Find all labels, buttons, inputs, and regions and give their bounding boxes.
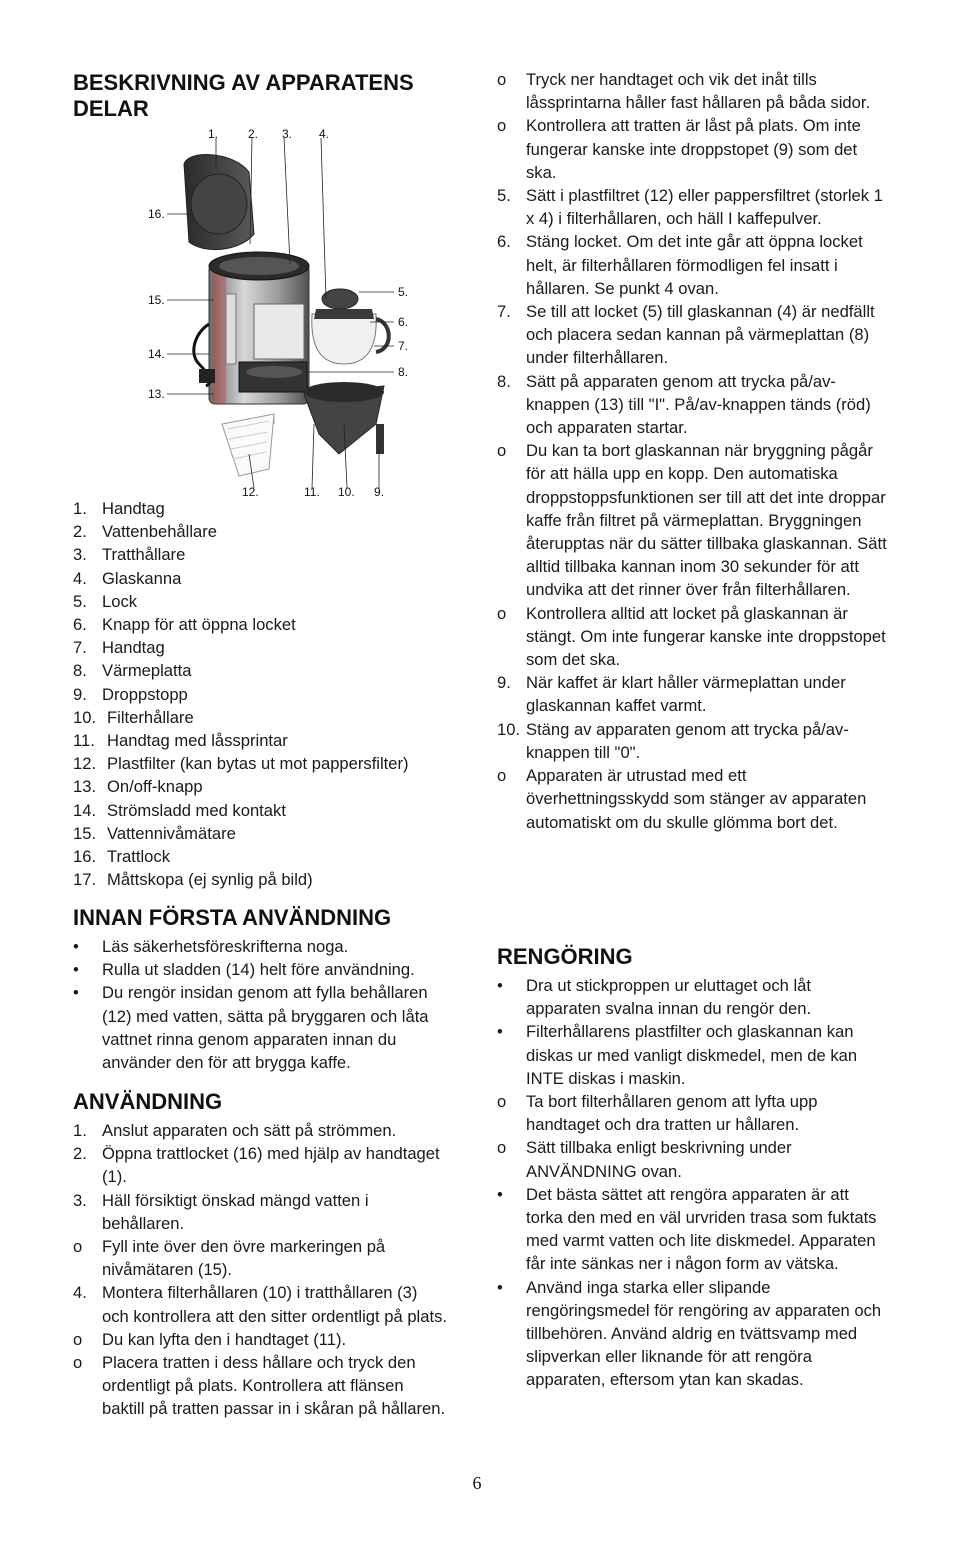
list-marker: 1. (73, 499, 87, 518)
list-marker: 17. (73, 870, 97, 890)
list-item-text: Vattennivåmätare (107, 823, 236, 843)
list-marker: 14. (73, 800, 97, 820)
list-item-text: Knapp för att öppna locket (102, 615, 296, 635)
list-item (73, 613, 468, 636)
list-item (73, 775, 468, 798)
list-item (497, 1136, 887, 1182)
list-item-text: Handtag (102, 638, 165, 658)
list-item (497, 1276, 887, 1392)
list-item (73, 752, 468, 775)
figure-label: 8. (398, 365, 409, 379)
list-marker: 12. (73, 754, 97, 774)
list-marker: • (497, 976, 503, 995)
list-marker: 1. (73, 1121, 87, 1140)
list-item-text: Filterhållarens plastfilter och glaskannan kan diskas ur med vanligt diskmedel, men de kan INTE diskas i maskin. (526, 1022, 858, 1088)
list-marker: 9. (73, 684, 87, 704)
list-marker: 16. (73, 847, 97, 867)
list-marker: 6. (73, 615, 87, 635)
list-marker: 11. (73, 731, 95, 751)
list-item-text: Strömsladd med kontakt (107, 800, 286, 820)
list-item (73, 1189, 448, 1235)
list-item (497, 300, 887, 370)
list-item (497, 370, 887, 440)
list-item-text: Glaskanna (102, 568, 182, 588)
list-item (73, 659, 468, 682)
list-item (73, 706, 468, 729)
figure-label: 10. (338, 485, 355, 499)
list-item-text: Sätt på apparaten genom att trycka på/av-knappen (13) till "I". På/av-knappen tänds (röd) och apparaten startar. (526, 371, 871, 438)
list-item (497, 439, 887, 601)
list-item (73, 543, 468, 566)
first-use-list (73, 935, 458, 1074)
list-item (73, 1142, 448, 1188)
list-item-text: Du kan ta bort glaskannan när bryggning pågår för att hälla upp en kopp. Den automatiska droppstoppsfunktionen ser till att det inte droppar kaffe från filtret på värmeplattan. Bryggningen återupptas när du sätter tillbaka glaskannan. Sätt alltid tillbaka kannan inom 30 sekunder för att undvika att det rinner över från filterhållaren. (526, 441, 887, 600)
list-item (73, 1328, 448, 1351)
list-item-text: Fyll inte över den övre markeringen på nivåmätaren (15). (102, 1237, 386, 1280)
list-marker: • (73, 983, 79, 1003)
list-item (73, 799, 468, 822)
figure-label: 13. (148, 387, 165, 401)
parts-list (73, 497, 468, 891)
list-item (497, 1020, 887, 1090)
cleaning-list (497, 974, 887, 1392)
figure-label: 12. (242, 485, 259, 499)
list-marker: 15. (73, 823, 97, 843)
list-item (73, 729, 468, 752)
list-item-text: Tratthållare (102, 545, 186, 565)
list-item (497, 68, 887, 114)
figure-label: 15. (148, 293, 165, 307)
list-marker: 4. (73, 568, 87, 588)
list-item (73, 822, 468, 845)
figure-label: 9. (374, 485, 385, 499)
list-marker: o (497, 1138, 507, 1158)
list-item-text: Läs säkerhetsföreskrifterna noga. (102, 937, 349, 956)
list-marker: o (497, 766, 507, 786)
list-item (497, 184, 887, 230)
usage-continued-list (497, 68, 887, 834)
list-marker: 4. (73, 1283, 87, 1303)
list-item-text: Vattenbehållare (102, 522, 218, 542)
list-marker: 8. (73, 661, 87, 681)
list-item-text: Filterhållare (107, 707, 194, 727)
figure-label: 1. (208, 127, 219, 141)
list-item-text: Se till att locket (5) till glaskannan (4) är nedfällt och placera sedan kannan på värmeplattan (8) under filterhållaren. (526, 302, 875, 368)
figure-label: 5. (398, 285, 409, 299)
list-marker: 13. (73, 777, 97, 797)
list-marker: o (497, 70, 507, 89)
list-item-text: Handtag med låssprintar (107, 731, 288, 751)
figure-label: 14. (148, 347, 165, 361)
list-item-text: Kontrollera att tratten är låst på plats. Om inte fungerar kanske inte droppstopet (9) som det ska. (526, 116, 861, 182)
list-item (497, 974, 887, 1020)
list-marker: 5. (497, 186, 511, 206)
list-item-text: Du kan lyfta den i handtaget (11). (102, 1329, 347, 1349)
list-item-text: Ta bort filterhållaren genom att lyfta upp handtaget och dra tratten ur hållaren. (526, 1092, 818, 1135)
list-marker: 7. (497, 302, 511, 322)
list-item-text: Öppna trattlocket (16) med hjälp av handtaget (1). (102, 1144, 440, 1187)
coffee-maker-illustration (144, 124, 409, 504)
figure-label: 16. (148, 207, 165, 221)
list-item (497, 718, 887, 764)
list-item-text: Dra ut stickproppen ur eluttaget och låt apparaten svalna innan du rengör den. (526, 976, 812, 1019)
figure-label: 3. (282, 127, 293, 141)
list-marker: 2. (73, 522, 87, 542)
list-item-text: Värmeplatta (102, 661, 192, 681)
list-item (73, 1351, 448, 1421)
list-item (497, 1090, 887, 1136)
list-marker: • (73, 960, 79, 980)
list-item (497, 764, 887, 834)
list-item-text: Kontrollera alltid att locket på glaskannan är stängt. Om inte fungerar kanske inte droppstopet som det ska. (526, 603, 886, 670)
list-marker: • (73, 937, 79, 956)
section-title-first-use: INNAN FÖRSTA ANVÄNDNING (73, 905, 392, 930)
list-marker: o (497, 1092, 507, 1112)
list-item-text: Måttskopa (ej synlig på bild) (107, 870, 313, 890)
figure-label: 6. (398, 315, 409, 329)
list-item-text: Apparaten är utrustad med ett överhettningsskydd som stänger av apparaten automatiskt om du skulle glömma bort det. (526, 766, 867, 832)
list-item (497, 602, 887, 672)
list-item (73, 1235, 448, 1281)
list-item (73, 590, 468, 613)
list-marker: 6. (497, 232, 511, 252)
list-item-text: Rulla ut sladden (14) helt före användning. (102, 960, 415, 980)
section-title-description: BESKRIVNING AV APPARATENS DELAR (73, 70, 414, 121)
list-item (73, 1281, 448, 1327)
list-item-text: On/off-knapp (107, 777, 203, 797)
usage-list (73, 1119, 448, 1421)
list-item-text: Montera filterhållaren (10) i tratthållaren (3) och kontrollera att den sitter ordentligt på plats. (102, 1283, 447, 1326)
list-item-text: Sätt i plastfiltret (12) eller pappersfiltret (storlek 1 x 4) i filterhållaren, och häll I kaffepulver. (526, 186, 883, 229)
figure-label: 7. (398, 339, 409, 353)
list-marker: 10. (497, 719, 521, 739)
list-item-text: Stäng locket. Om det inte går att öppna locket helt, är filterhållaren förmodligen fel insatt i hållaren. Se punkt 4 ovan. (526, 232, 863, 298)
list-item (73, 845, 468, 868)
list-marker: o (73, 1329, 83, 1349)
page-number: 6 (472, 1473, 482, 1493)
list-marker: 8. (497, 371, 511, 391)
list-marker: o (497, 441, 507, 461)
list-marker: 3. (73, 545, 87, 565)
list-marker: o (497, 603, 507, 623)
list-item (73, 567, 468, 590)
list-item (497, 230, 887, 300)
list-marker: 9. (497, 673, 511, 693)
list-item (73, 868, 468, 891)
coffee-maker-figure (144, 124, 409, 504)
list-marker: 7. (73, 638, 87, 658)
list-item-text: Stäng av apparaten genom att trycka på/av-knappen till "0". (526, 719, 849, 762)
list-marker: 5. (73, 591, 87, 611)
list-marker: o (73, 1353, 83, 1373)
list-item-text: Tryck ner handtaget och vik det inåt tills låssprintarna håller fast hållaren på båda sidor. (526, 70, 871, 113)
list-marker: 2. (73, 1144, 87, 1164)
list-item (73, 935, 458, 958)
list-item-text: Plastfilter (kan bytas ut mot pappersfilter) (107, 754, 409, 774)
list-item-text: Lock (102, 591, 138, 611)
section-title-usage: ANVÄNDNING (73, 1089, 223, 1114)
list-marker: o (73, 1237, 83, 1257)
list-item-text: Placera tratten i dess hållare och tryck den ordentligt på plats. Kontrollera att flänsen baktill på tratten passar in i skåran på hållaren. (102, 1353, 446, 1419)
section-title-cleaning: RENGÖRING (497, 944, 633, 969)
list-marker: 3. (73, 1190, 87, 1210)
list-item-text: Sätt tillbaka enligt beskrivning under ANVÄNDNING ovan. (526, 1138, 792, 1181)
list-item-text: Använd inga starka eller slipande rengöringsmedel för rengöring av apparaten och tillbehören. Använd aldrig en tvättsvamp med slipverkan eller liknande för att rengöra apparaten, eftersom ytan kan skadas. (526, 1277, 882, 1390)
figure-label: 2. (248, 127, 259, 141)
list-item-text: Handtag (102, 499, 165, 518)
list-item-text: Anslut apparaten och sätt på strömmen. (102, 1121, 397, 1140)
list-item (73, 981, 458, 1074)
list-item-text: Droppstopp (102, 684, 188, 704)
list-item-text: Trattlock (107, 847, 171, 867)
list-marker: • (497, 1184, 503, 1204)
list-item (73, 636, 468, 659)
list-item (73, 1119, 448, 1142)
list-marker: 10. (73, 707, 97, 727)
list-item (497, 114, 887, 184)
list-item-text: Du rengör insidan genom att fylla behållaren (12) med vatten, sätta på bryggaren och låta vattnet rinna genom apparaten innan du använder den för att brygga kaffe. (102, 983, 429, 1073)
list-item-text: Det bästa sättet att rengöra apparaten är att torka den med en väl urvriden trasa som fuktats med varmt vatten och lite diskmedel. Apparaten får inte sänkas ner i någon form av vätska. (526, 1184, 877, 1274)
figure-label: 11. (304, 485, 320, 499)
list-item (73, 683, 468, 706)
list-item (73, 958, 458, 981)
list-item-text: Häll försiktigt önskad mängd vatten i behållaren. (102, 1190, 369, 1233)
figure-label: 4. (319, 127, 330, 141)
list-item (73, 520, 468, 543)
list-marker: o (497, 116, 507, 136)
list-marker: • (497, 1022, 503, 1042)
list-item (497, 1183, 887, 1276)
list-item (497, 671, 887, 717)
list-item-text: När kaffet är klart håller värmeplattan under glaskannan kaffet varmt. (526, 673, 846, 716)
list-marker: • (497, 1277, 503, 1297)
